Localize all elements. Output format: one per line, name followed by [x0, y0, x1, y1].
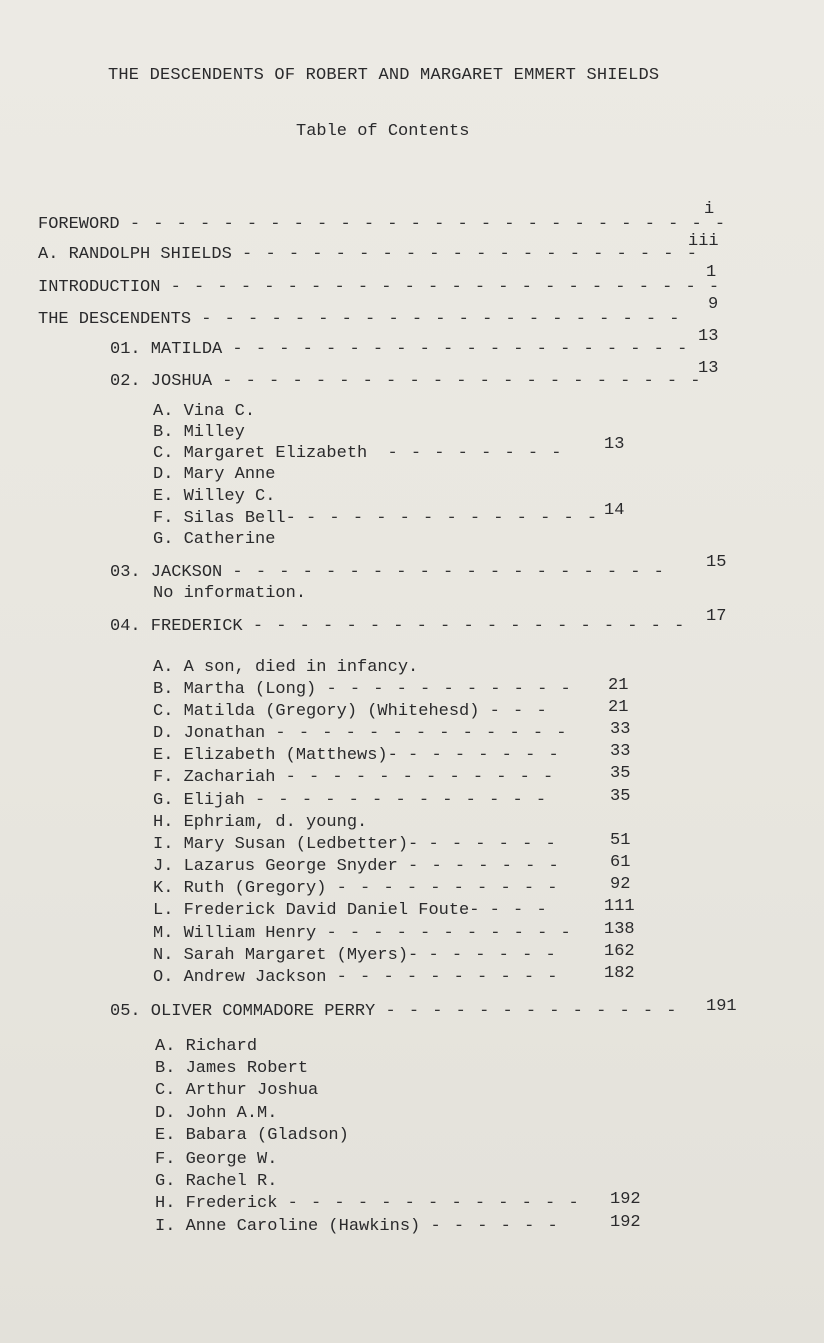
list-item: D. Jonathan - - - - - - - - - - - - - [153, 724, 568, 743]
toc-entry-randolph: A. RANDOLPH SHIELDS - - - - - - - - - - - - - - - - - - - - [38, 245, 699, 264]
list-item: H. Ephriam, d. young. [153, 813, 368, 832]
page-number: 92 [610, 875, 631, 894]
page-number: 14 [604, 501, 625, 520]
page-number: 1 [706, 263, 717, 282]
list-item: L. Frederick David Daniel Foute- - - - [153, 901, 549, 920]
page-number: 192 [610, 1190, 641, 1209]
list-item: A. Vina C. [153, 402, 256, 421]
page-number: i [704, 200, 715, 219]
list-item: M. William Henry - - - - - - - - - - - [153, 924, 573, 943]
list-item: I. Mary Susan (Ledbetter)- - - - - - - [153, 835, 558, 854]
list-item: H. Frederick - - - - - - - - - - - - - [155, 1194, 581, 1213]
page-number: 51 [610, 831, 631, 850]
list-item: F. Silas Bell- - - - - - - - - - - - - - [153, 509, 599, 528]
document-title: THE DESCENDENTS OF ROBERT AND MARGARET EMMERT SHIELDS [108, 66, 660, 85]
no-information-note: No information. [153, 584, 307, 603]
page-number: iii [688, 232, 719, 251]
list-item: E. Babara (Gladson) [155, 1126, 349, 1145]
page-number: 35 [610, 764, 631, 783]
page-number: 138 [604, 920, 635, 939]
list-item: I. Anne Caroline (Hawkins) - - - - - - [155, 1217, 560, 1236]
page-number: 192 [610, 1213, 641, 1232]
list-item: O. Andrew Jackson - - - - - - - - - - [153, 968, 559, 987]
list-item: F. Zachariah - - - - - - - - - - - - [153, 768, 555, 787]
toc-entry-descendents: THE DESCENDENTS - - - - - - - - - - - - - - - - - - - - - [38, 310, 682, 329]
list-item: B. Milley [153, 423, 245, 442]
toc-entry-introduction: INTRODUCTION - - - - - - - - - - - - - - - - - - - - - - - - [38, 278, 721, 297]
page-number: 9 [708, 295, 719, 314]
toc-entry-frederick: 04. FREDERICK - - - - - - - - - - - - - - - - - - - [110, 617, 686, 636]
list-item: C. Arthur Joshua [155, 1081, 319, 1100]
list-item: D. Mary Anne [153, 465, 276, 484]
list-item: A. Richard [155, 1037, 258, 1056]
toc-entry-matilda: 01. MATILDA - - - - - - - - - - - - - - - - - - - - [110, 340, 689, 359]
list-item: B. James Robert [155, 1059, 309, 1078]
page-number: 13 [698, 359, 719, 378]
page-number: 21 [608, 698, 629, 717]
toc-entry-joshua: 02. JOSHUA - - - - - - - - - - - - - - - - - - - - - [110, 372, 703, 391]
page-number: 13 [604, 435, 625, 454]
list-item: C. Matilda (Gregory) (Whitehesd) - - - [153, 702, 549, 721]
page-number: 17 [706, 607, 727, 626]
toc-entry-jackson: 03. JACKSON - - - - - - - - - - - - - - - - - - - [110, 563, 666, 582]
page-number: 21 [608, 676, 629, 695]
list-item: G. Rachel R. [155, 1172, 278, 1191]
page-number: 61 [610, 853, 631, 872]
page-number: 33 [610, 742, 631, 761]
list-item: B. Martha (Long) - - - - - - - - - - - [153, 680, 573, 699]
page-number: 162 [604, 942, 635, 961]
page-number: 35 [610, 787, 631, 806]
toc-heading: Table of Contents [296, 122, 470, 141]
list-item: K. Ruth (Gregory) - - - - - - - - - - [153, 879, 559, 898]
list-item: N. Sarah Margaret (Myers)- - - - - - - [153, 946, 558, 965]
list-item: E. Willey C. [153, 487, 276, 506]
page-number: 191 [706, 997, 737, 1016]
page-number: 13 [698, 327, 719, 346]
list-item: A. A son, died in infancy. [153, 658, 419, 677]
toc-entry-foreword: FOREWORD - - - - - - - - - - - - - - - - - - - - - - - - - - [38, 215, 727, 234]
list-item: C. Margaret Elizabeth - - - - - - - - [153, 444, 563, 463]
page-number: 33 [610, 720, 631, 739]
list-item: E. Elizabeth (Matthews)- - - - - - - - [153, 746, 561, 765]
list-item: G. Catherine [153, 530, 276, 549]
list-item: D. John A.M. [155, 1104, 278, 1123]
toc-entry-oliver-commadore-perry: 05. OLIVER COMMADORE PERRY - - - - - - - - - - - - - [110, 1002, 678, 1021]
page-number: 111 [604, 897, 635, 916]
list-item: G. Elijah - - - - - - - - - - - - - [153, 791, 548, 810]
list-item: F. George W. [155, 1150, 278, 1169]
page-number: 15 [706, 553, 727, 572]
list-item: J. Lazarus George Snyder - - - - - - - [153, 857, 561, 876]
page-number: 182 [604, 964, 635, 983]
